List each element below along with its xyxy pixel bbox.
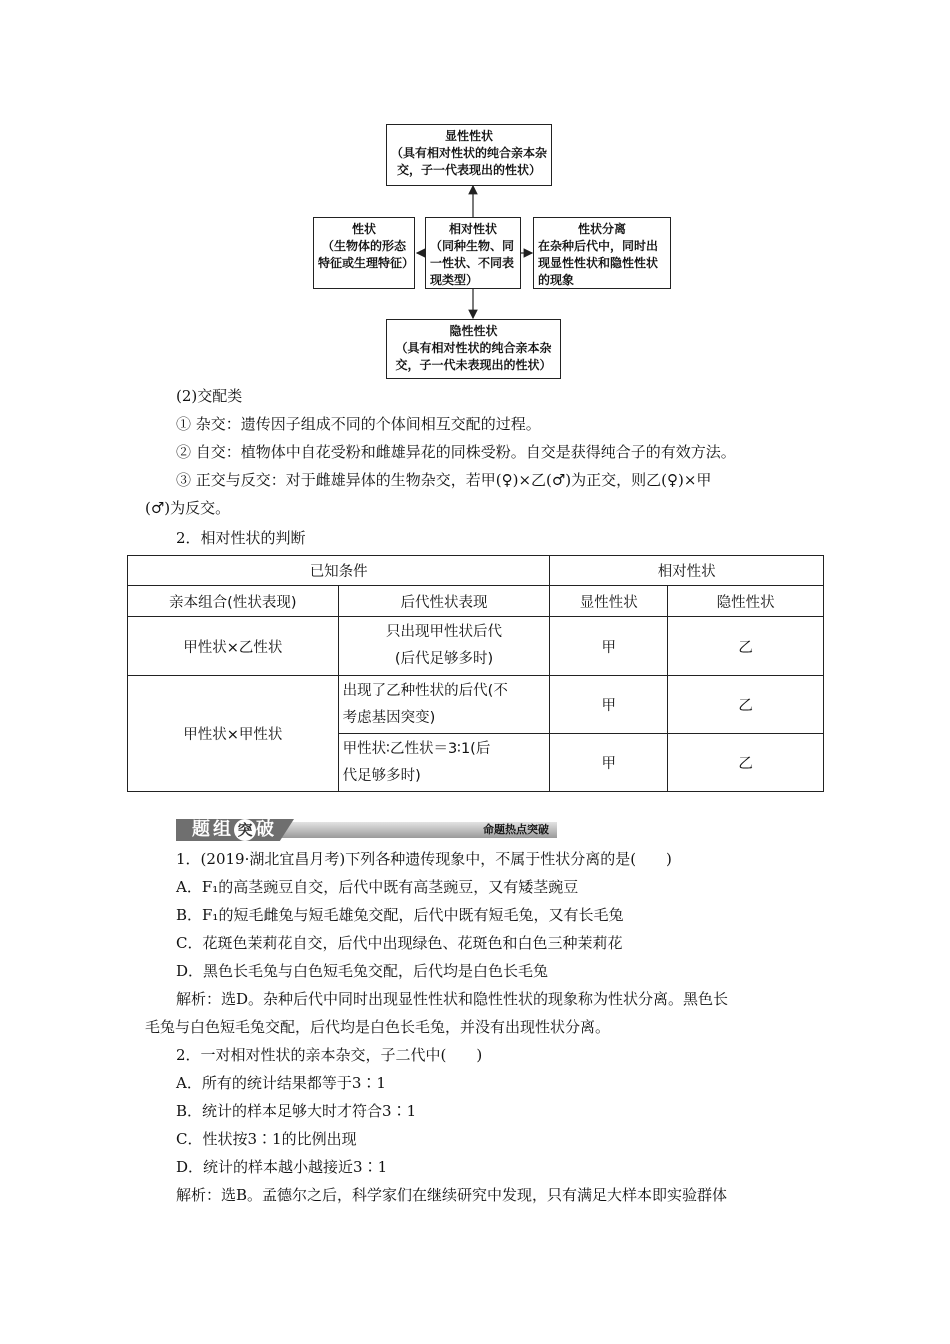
banner-circle-char: 突 xyxy=(234,819,256,841)
mating-item-1: ① 杂交：遗传因子组成不同的个体间相互交配的过程。 xyxy=(176,415,541,433)
recessive-desc: （具有相对性状的纯合亲本杂交，子一代未表现出的性状） xyxy=(395,341,552,372)
header-dominant: 显性性状 xyxy=(550,586,668,617)
q1-answer-line2: 毛兔与白色短毛兔交配，后代均是白色长毛兔，并没有出现性状分离。 xyxy=(145,1018,611,1036)
relative-trait-box xyxy=(425,217,521,289)
row1-offspring xyxy=(338,617,550,676)
mating-item-2: ② 自交：植物体中自花受粉和雌雄异花的同株受粉。自交是获得纯合子的有效方法。 xyxy=(176,443,736,461)
row1-parent: 甲性状×乙性状 xyxy=(128,617,339,676)
header-parent: 亲本组合(性状表现) xyxy=(128,586,339,617)
q2-answer-line1: 解析：选B。孟德尔之后，科学家们在继续研究中发现，只有满足大样本即实验群体 xyxy=(176,1186,728,1204)
dominant-title: 显性性状 xyxy=(444,129,493,143)
trait-judgment-table xyxy=(127,555,824,792)
row2-offspring-line1: 出现了乙种性状的后代(不 xyxy=(342,682,508,699)
row3-recessive: 乙 xyxy=(668,734,824,792)
banner-title-a: 题组 xyxy=(192,819,234,840)
mating-heading: (2)交配类 xyxy=(176,387,243,405)
recessive-trait-box xyxy=(386,319,561,379)
banner-title-b: 破 xyxy=(256,819,277,840)
header-offspring: 后代性状表现 xyxy=(338,586,550,617)
q1-answer-line1: 解析：选D。杂种后代中同时出现显性性状和隐性性状的现象称为性状分离。黑色长 xyxy=(176,990,729,1008)
q2-stem: 2．一对相对性状的亲本杂交，子二代中( ) xyxy=(176,1046,483,1064)
header-recessive: 隐性性状 xyxy=(668,586,824,617)
q2-option-c: C．性状按3∶1的比例出现 xyxy=(176,1130,357,1148)
segregation-desc: 在杂种后代中，同时出现显性性状和隐性性状的现象 xyxy=(538,239,659,287)
q1-stem: 1．(2019·湖北宜昌月考)下列各种遗传现象中，不属于性状分离的是( ) xyxy=(176,850,672,868)
q1-option-a: A．F₁的高茎豌豆自交，后代中既有高茎豌豆，又有矮茎豌豆 xyxy=(176,878,579,896)
row2-dominant: 甲 xyxy=(550,676,668,734)
section-2-heading: 2．相对性状的判断 xyxy=(176,529,306,547)
row1-dominant: 甲 xyxy=(550,617,668,676)
segregation-box xyxy=(533,217,671,289)
q2-option-a: A．所有的统计结果都等于3∶1 xyxy=(176,1074,386,1092)
banner-title xyxy=(192,818,277,842)
trait-desc: （生物体的形态特征或生理特征） xyxy=(318,239,415,270)
row1-recessive: 乙 xyxy=(668,617,824,676)
q1-option-b: B．F₁的短毛雌兔与短毛雄兔交配，后代中既有短毛兔，又有长毛兔 xyxy=(176,906,624,924)
row2-offspring-line2: 考虑基因突变) xyxy=(342,709,436,726)
row2-offspring xyxy=(338,676,550,734)
relative-title: 相对性状 xyxy=(448,222,497,236)
segregation-title: 性状分离 xyxy=(577,222,626,236)
q1-option-d: D．黑色长毛兔与白色短毛兔交配，后代均是白色长毛兔 xyxy=(176,962,549,980)
dominant-trait-box xyxy=(386,124,552,186)
row3-offspring-line1: 甲性状∶乙性状＝3∶1(后 xyxy=(342,740,491,757)
q1-option-c: C．花斑色茉莉花自交，后代中出现绿色、花斑色和白色三种茉莉花 xyxy=(176,934,623,952)
q2-option-b: B．统计的样本足够大时才符合3∶1 xyxy=(176,1102,417,1120)
row2-parent: 甲性状×甲性状 xyxy=(128,676,339,792)
section-banner xyxy=(176,819,557,841)
header-known: 已知条件 xyxy=(128,556,550,586)
row3-offspring-line2: 代足够多时) xyxy=(342,767,421,784)
recessive-title: 隐性性状 xyxy=(449,324,498,338)
q2-option-d: D．统计的样本越小越接近3∶1 xyxy=(176,1158,388,1176)
row1-offspring-line1: 只出现甲性状后代 xyxy=(386,624,503,640)
mating-item-3a: ③ 正交与反交：对于雌雄异体的生物杂交，若甲(♀)×乙(♂)为正交，则乙(♀)×甲 xyxy=(176,471,712,489)
trait-box xyxy=(313,217,415,289)
row3-offspring xyxy=(338,734,550,792)
trait-title: 性状 xyxy=(351,222,376,236)
row3-dominant: 甲 xyxy=(550,734,668,792)
row2-recessive: 乙 xyxy=(668,676,824,734)
relative-desc: （同种生物、同一性状、不同表现类型） xyxy=(430,239,515,287)
dominant-desc: （具有相对性状的纯合亲本杂交，子一代表现出的性状） xyxy=(391,146,548,177)
mating-item-3b: (♂)为反交。 xyxy=(145,499,231,517)
banner-right-label: 命题热点突破 xyxy=(483,823,549,836)
row1-offspring-line2: (后代足够多时) xyxy=(394,651,494,667)
header-relative: 相对性状 xyxy=(550,556,824,586)
